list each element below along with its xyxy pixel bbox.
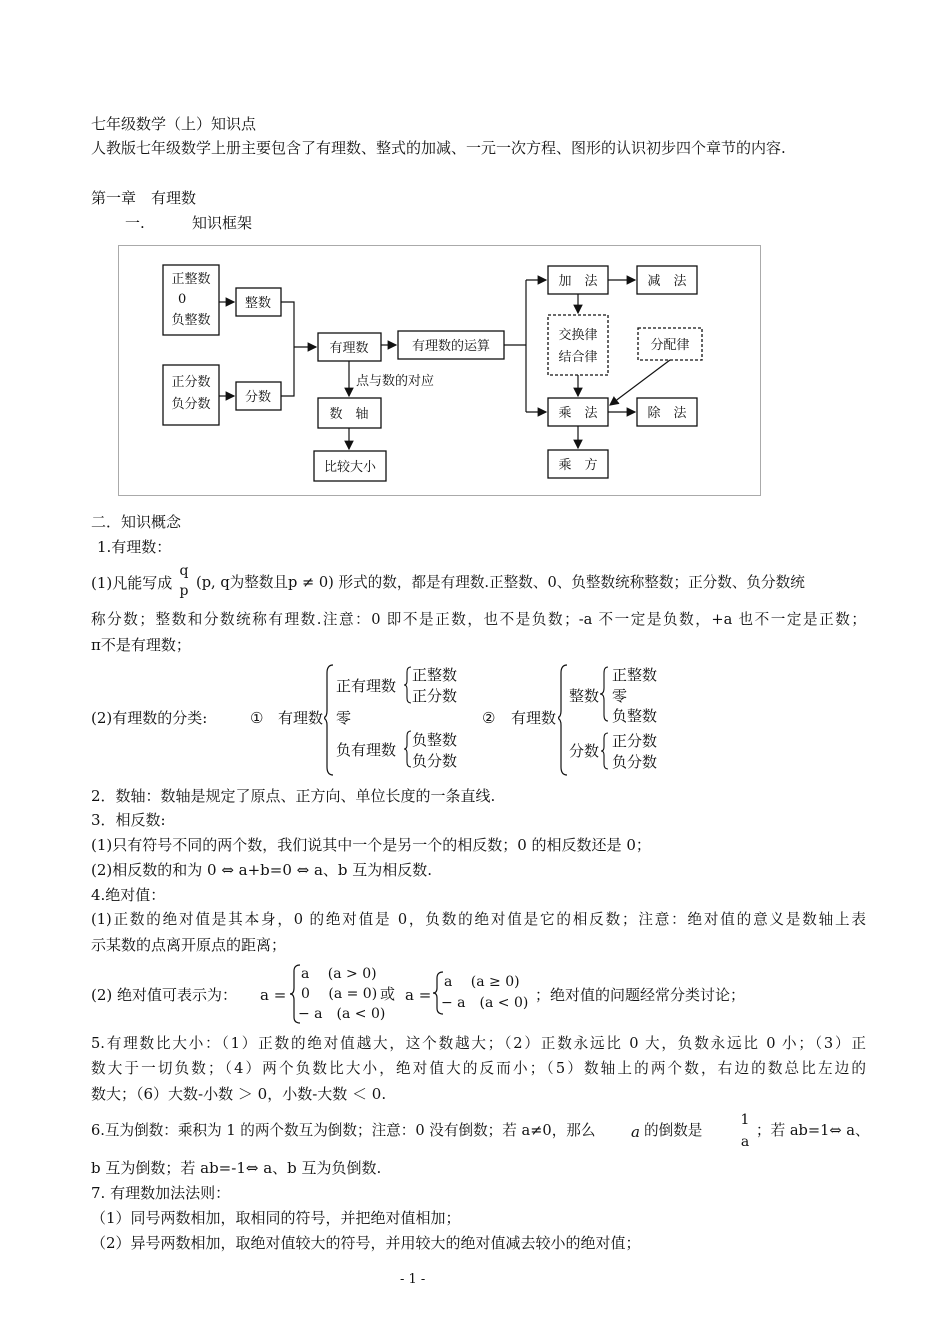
- item2: 2．数轴：数轴是规定了原点、正方向、单位长度的一条直线.: [91, 787, 496, 805]
- section-title: 知识框架: [192, 214, 253, 232]
- item6-p1b: 的倒数是: [644, 1122, 703, 1139]
- label-neg-int: 负整数: [171, 313, 211, 328]
- label-sub: 减 法: [647, 274, 687, 289]
- abs-case2-2: − a (a < 0): [441, 995, 529, 1011]
- item1-p1a: (1)凡能写成: [91, 574, 173, 592]
- label-add: 加 法: [558, 274, 598, 289]
- classification-1-root: 有理数: [278, 709, 324, 727]
- item1-title: 1.有理数：: [97, 538, 172, 556]
- label-zero: 0: [178, 292, 187, 307]
- item7-p1: （1）同号两数相加，取相同的符号，并把绝对值相加；: [91, 1209, 461, 1227]
- label-compare: 比较大小: [323, 460, 377, 475]
- section-number: 一.: [125, 214, 145, 232]
- label-assoc: 结合律: [558, 350, 598, 365]
- label-rational: 有理数: [329, 341, 369, 356]
- item6-p2: b 互为倒数；若 ab=-1⇔ a、b 互为负倒数.: [91, 1159, 382, 1177]
- abs-case-2: 0 (a = 0): [301, 986, 378, 1002]
- label-distrib: 分配律: [650, 338, 690, 353]
- label-mul: 乘 法: [558, 406, 598, 421]
- fraction-denominator: a: [740, 1134, 750, 1150]
- doc-intro: 人教版七年级数学上册主要包含了有理数、整式的加减、一元一次方程、图形的认识初步四个章节的内容.: [91, 139, 786, 157]
- classification-label: (2)有理数的分类:: [91, 709, 208, 727]
- abs-case2-1: a (a ≥ 0): [444, 974, 520, 990]
- classification-1-posfrac: 正分数: [412, 687, 458, 705]
- abs-label: (2) 绝对值可表示为：: [91, 986, 238, 1004]
- classification-2-negint: 负整数: [612, 707, 658, 725]
- item6-p1c: ；若 ab=1⇔ a、: [756, 1122, 870, 1139]
- item3-title: 3．相反数:: [91, 811, 166, 829]
- classification-2-zero: 零: [612, 687, 628, 705]
- classification-2-mark: ②: [482, 709, 496, 727]
- classification-1-negrat: 负有理数: [336, 741, 397, 759]
- label-point-number: 点与数的对应: [355, 374, 435, 389]
- abs-case-3: − a (a < 0): [298, 1006, 386, 1022]
- item5-p1: 5.有理数比大小：（1）正数的绝对值越大，这个数越大；（2）正数永远比 0 大，负数永远比 0 小；（3）正: [91, 1035, 866, 1052]
- label-operations: 有理数的运算: [411, 339, 491, 354]
- item1-p2: 称分数；整数和分数统称有理数.注意：0 即不是正数，也不是负数；-a 不一定是负数，+a 也不一定是正数；: [91, 611, 866, 628]
- item4-p1: (1)正数的绝对值是其本身，0 的绝对值是 0，负数的绝对值是它的相反数；注意：绝对值的意义是数轴上表: [91, 911, 866, 928]
- classification-1-negint: 负整数: [412, 731, 458, 749]
- chapter-title: 第一章 有理数: [91, 189, 197, 207]
- abs-case-1: a (a > 0): [301, 966, 377, 982]
- knowledge-framework-diagram: [118, 245, 761, 496]
- classification-1-mark: ①: [250, 709, 264, 727]
- item3-p2: (2)相反数的和为 0 ⇔ a+b=0 ⇔ a、b 互为相反数.: [91, 861, 433, 879]
- classification-2-negfrac: 负分数: [612, 753, 658, 771]
- label-integer: 整数: [244, 296, 272, 311]
- fraction-q-over-p: [177, 563, 191, 599]
- page-number: - 1 -: [400, 1272, 426, 1287]
- classification-2-posfrac: 正分数: [612, 732, 658, 750]
- abs-a2: a =: [405, 986, 432, 1004]
- classification-2-frac: 分数: [569, 742, 600, 760]
- item4-title: 4.绝对值：: [91, 886, 166, 904]
- fraction-numerator: 1: [740, 1112, 750, 1128]
- fraction-denominator: p: [179, 583, 189, 599]
- item7-p2: （2）异号两数相加，取绝对值较大的符号，并用较大的绝对值减去较小的绝对值；: [91, 1234, 641, 1252]
- label-pos-frac: 正分数: [171, 375, 211, 390]
- item4-p2: 示某数的点离开原点的距离；: [91, 936, 287, 954]
- item6-p1a: 6.互为倒数：乘积为 1 的两个数互为倒数；注意：0 没有倒数；若 a≠0，那么: [91, 1122, 596, 1139]
- label-neg-frac: 负分数: [171, 397, 211, 412]
- abs-a1: a =: [260, 986, 287, 1004]
- item1-p1b: (p, q为整数且p ≠ 0) 形式的数，都是有理数.正整数、0、负整数统称整数；正分数、负分数统: [196, 574, 805, 591]
- label-div: 除 法: [647, 406, 687, 421]
- fraction-one-over-a: [739, 1112, 751, 1150]
- abs-or: 或: [380, 985, 396, 1003]
- abs-tail: ；绝对值的问题经常分类讨论；: [535, 986, 746, 1004]
- item5-p3: 数大；（6）大数-小数 ＞ 0，小数-大数 ＜ 0.: [91, 1085, 387, 1103]
- classification-2-posint: 正整数: [612, 666, 658, 684]
- section2-title: 二．知识概念: [91, 513, 182, 531]
- item5-p2: 数大于一切负数；（4）两个负数比大小，绝对值大的反而小；（5）数轴上的两个数，右边的数总比左边的: [91, 1060, 866, 1077]
- doc-title: 七年级数学（上）知识点: [91, 115, 257, 133]
- classification-1-zero: 零: [336, 709, 352, 727]
- classification-2-root: 有理数: [511, 709, 557, 727]
- fraction-numerator: q: [179, 563, 189, 579]
- label-axis: 数 轴: [329, 407, 369, 422]
- classification-1-negfrac: 负分数: [412, 752, 458, 770]
- label-fraction: 分数: [244, 390, 272, 405]
- item6-a: a: [631, 1123, 640, 1141]
- classification-2-int: 整数: [569, 687, 600, 705]
- classification-1-posint: 正整数: [412, 666, 458, 684]
- item3-p1: (1)只有符号不同的两个数，我们说其中一个是另一个的相反数；0 的相反数还是 0；: [91, 836, 651, 854]
- label-pos-int: 正整数: [171, 272, 211, 287]
- item1-p3: π不是有理数；: [91, 636, 191, 654]
- item7-title: 7. 有理数加法法则：: [91, 1184, 231, 1202]
- label-comm: 交换律: [558, 328, 598, 343]
- classification-1-posrat: 正有理数: [336, 677, 397, 695]
- label-pow: 乘 方: [558, 458, 598, 473]
